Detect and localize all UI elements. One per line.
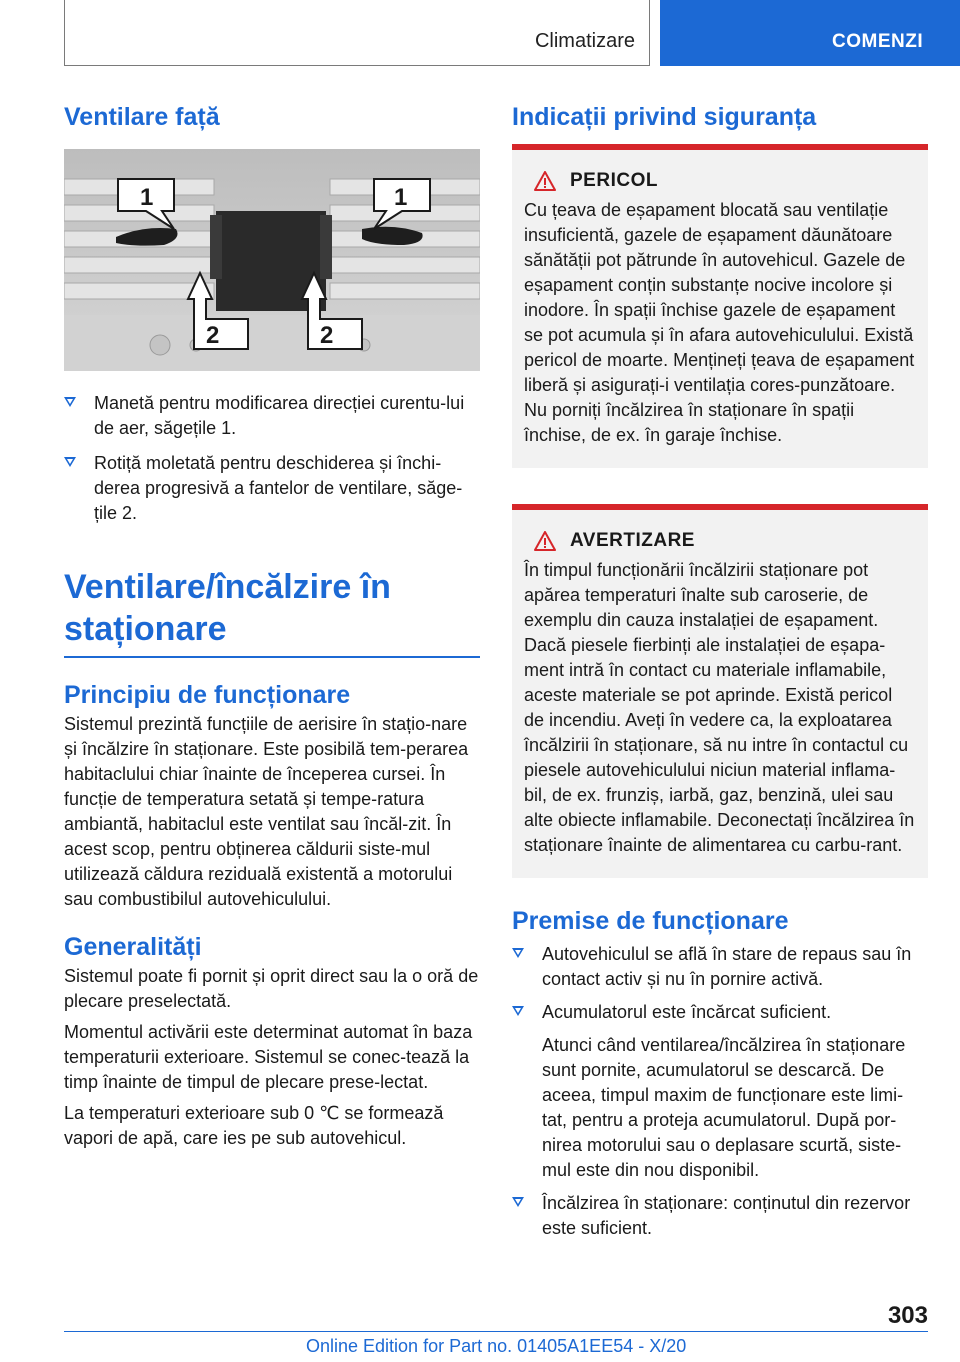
heading-safety: Indicații privind siguranța	[512, 103, 817, 131]
main-heading-block	[64, 566, 480, 658]
danger-title: PERICOL	[570, 170, 658, 191]
heading-ventilare-fata: Ventilare față	[64, 103, 220, 131]
left-column	[64, 100, 480, 1151]
page-number: 303	[887, 1302, 928, 1329]
warning-triangle-icon	[534, 531, 556, 551]
warning-title: AVERTIZARE	[570, 530, 695, 551]
bullet-triangle-icon	[64, 457, 76, 467]
list-item: Rotiță moletată pentru deschiderea și închi-derea progresivă a fantelor de ventilare, săge-țile 2.	[64, 451, 480, 526]
callout-2-right: 2	[320, 322, 334, 349]
header-chapter-box	[64, 0, 650, 66]
heading-principiu: Principiu de funcționare	[64, 681, 351, 709]
list-item: Acumulatorul este încărcat suficient. Atunci când ventilarea/încălzirea în staționare sunt pornite, acumulatorul se descarcă. De aceea, timpul maxim de funcționare este limi-tat, pentru a proteja acumulatorul. După por-nirea motorului sau o deplasare scurtă, siste-mul este din nou disponibil.	[512, 1000, 928, 1183]
main-heading-line-1: Ventilare/încălzire în	[64, 568, 391, 606]
callout-1-left: 1	[140, 184, 154, 211]
main-heading-line-2: staționare	[64, 610, 227, 648]
warning-box	[512, 504, 928, 878]
callout-1-right: 1	[394, 184, 408, 211]
vent-figure	[64, 149, 480, 371]
heading-generalitati: Generalități	[64, 933, 202, 961]
warning-text: În timpul funcționării încălzirii staționare pot apărea temperaturi înalte sub caroserie, de exemplu din cauza instalației de eșapament. Dacă piesele fierbinți ale instalației de eșapa-ment intră în contact cu materiale inflamabile, aceste materiale se pot aprinde. Există pericol de incendiu. Aveți în vedere ca, la exploatarea încălzirii în staționare, să nu intre în contactul cu piesele autovehiculului niciun material inflama-bil, de ex. frunziș, iarbă, gaz, benzină, ulei sau alte obiecte inflamabile. Deconectați încălzirea în staționare înainte de alimentarea cu carbu-rant.	[524, 560, 915, 855]
right-column	[512, 100, 928, 1241]
bullet-triangle-icon	[512, 1197, 524, 1207]
premise-note: Atunci când ventilarea/încălzirea în staționare sunt pornite, acumulatorul se descarcă. De aceea, timpul maxim de funcționare este limi-tat, pentru a proteja acumulatorul. După por-nirea motorului sau o deplasare scurtă, siste-mul este din nou disponibil.	[542, 1035, 906, 1180]
list-item: Manetă pentru modificarea direcției curentu-lui de aer, săgețile 1.	[64, 391, 480, 441]
footer-divider	[64, 1331, 928, 1332]
chapter-title: Climatizare	[534, 30, 635, 52]
heading-premise: Premise de funcționare	[512, 907, 789, 935]
air-vent-illustration	[64, 149, 480, 371]
warning-triangle-icon	[534, 171, 556, 191]
paragraph-general-1: Sistemul poate fi pornit și oprit direct sau la o oră de plecare preselectată.	[64, 966, 479, 1011]
paragraph-general-2: Momentul activării este determinat automat în baza temperaturii exterioare. Sistemul se conec-tează la timp înainte de timpul de plecare prese-lectat.	[64, 1022, 473, 1092]
list-item: Încălzirea în staționare: conținutul din rezervor este suficient.	[512, 1191, 928, 1241]
callout-2-left: 2	[206, 322, 220, 349]
danger-text: Cu țeava de eșapament blocată sau ventilație insuficientă, gazele de eșapament dăunătoare sănătății pot pătrunde în autovehicul. Gazele de eșapament conțin substanțe nocive incolore și inodore. În spații închise gazele de eșapament se pot acumula și în afara autovehiculului. Există pericol de moarte. Mențineți țeava de eșapament liberă și asigurați-i ventilația cores-punzătoare. Nu porniți încălzirea în staționare în spații închise, de ex. în garaje închise.	[524, 200, 915, 445]
header-section-tab	[660, 0, 960, 66]
danger-box	[512, 144, 928, 468]
paragraph-general-3: La temperaturi exterioare sub 0 ℃ se formează vapori de apă, care ies pe sub autovehicul.	[64, 1103, 444, 1148]
page-header	[0, 0, 960, 66]
footer-edition: Online Edition for Part no. 01405A1EE54 - X/20	[306, 1336, 687, 1356]
bullet-triangle-icon	[64, 397, 76, 407]
section-title: COMENZI	[832, 31, 924, 52]
bullet-triangle-icon	[512, 948, 524, 958]
bullet-triangle-icon	[512, 1006, 524, 1016]
list-item: Autovehiculul se află în stare de repaus sau în contact activ și nu în pornire activă.	[512, 942, 928, 992]
paragraph-principiu: Sistemul prezintă funcțiile de aerisire în stațio-nare și încălzire în staționare. Este posibilă tem-perarea habitaclului chiar înainte de începerea cursei. În funcție de temperatura setată și tempe-ratura ambiantă, habitaclul este ventilat sau încăl-zit. În acest scop, pentru obținerea căldurii siste-mul utilizează căldura reziduală existentă a motorului sau combustibilul autovehiculului.	[64, 714, 469, 909]
